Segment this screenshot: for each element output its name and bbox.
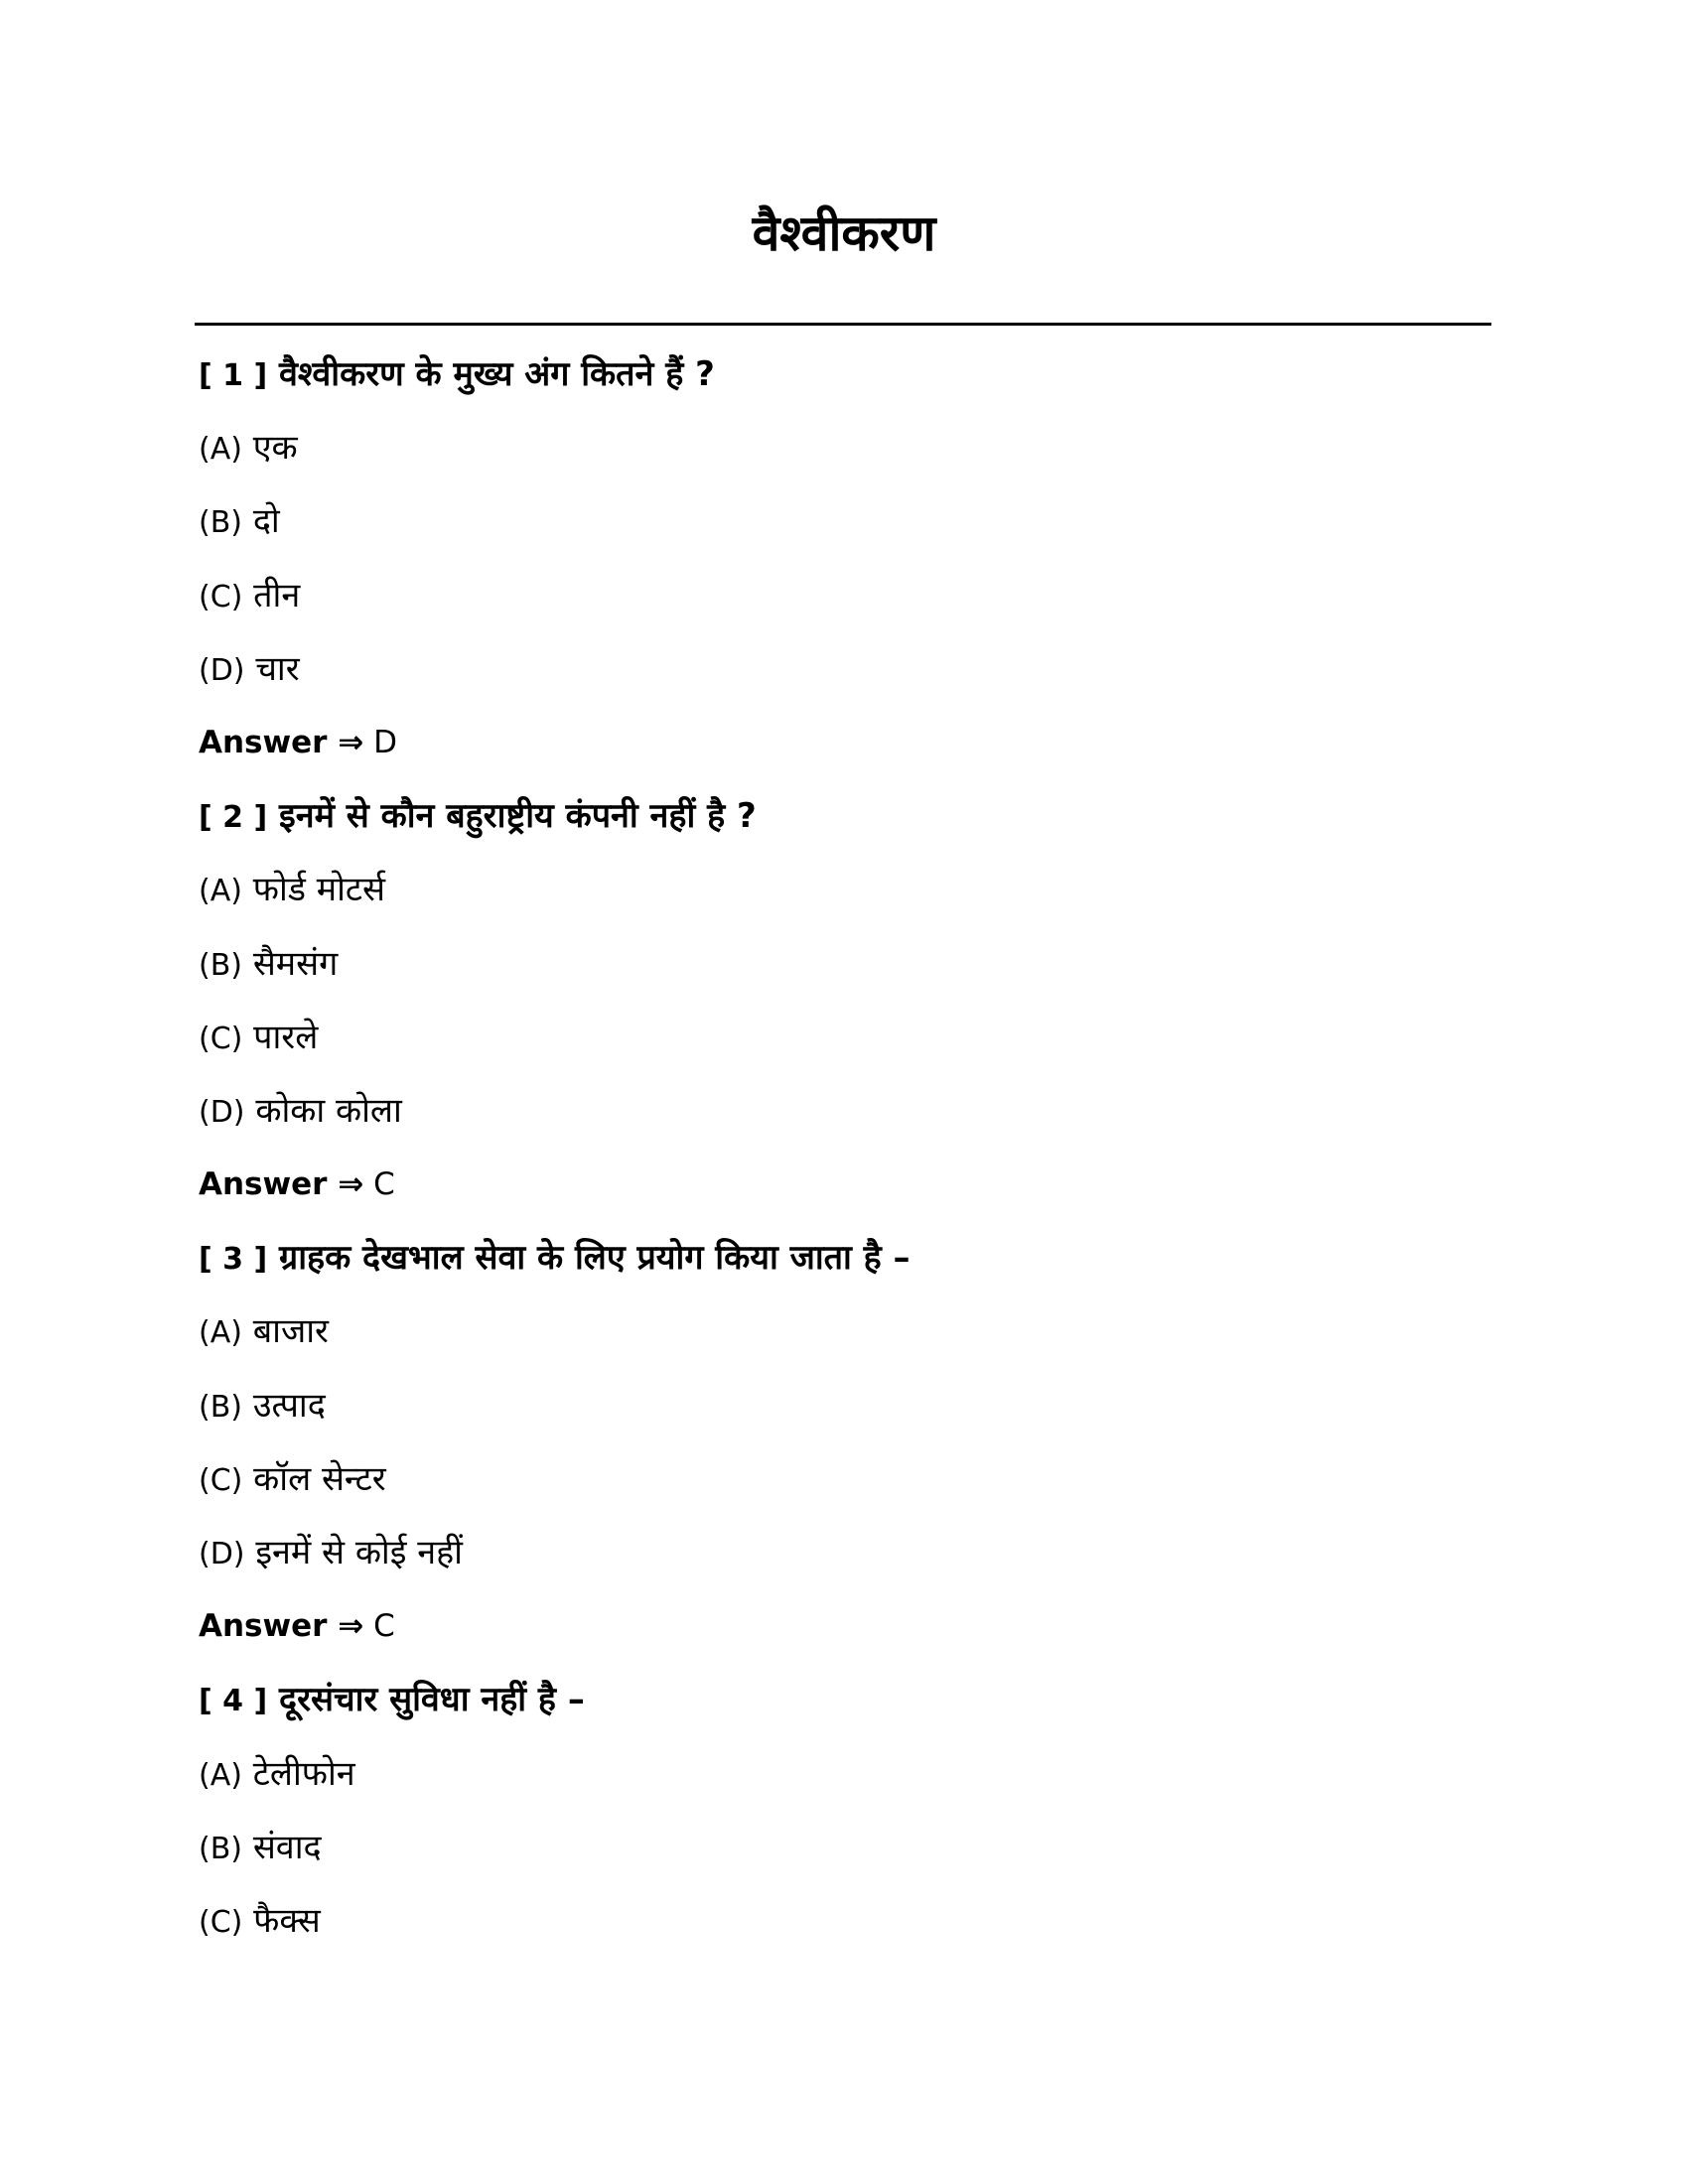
option-c: [199, 1884, 1489, 1958]
option-text: तीन: [253, 575, 301, 615]
option-text: फोर्ड मोटर्स: [252, 870, 386, 910]
option-a: [199, 853, 1489, 926]
question-text: इनमें से कौन बहुराष्ट्रीय कंपनी नहीं है ?: [279, 796, 757, 837]
option-label: (A): [199, 874, 242, 909]
title-divider: [195, 323, 1491, 326]
question-number: [ 1 ]: [199, 358, 268, 393]
option-text: संवाद: [252, 1827, 322, 1867]
option-label: (C): [199, 1904, 243, 1940]
answer-value: C: [373, 1166, 395, 1203]
option-d: [199, 1516, 1489, 1589]
option-label: (A): [199, 432, 242, 468]
option-label: (B): [199, 1389, 242, 1425]
option-b: [199, 1811, 1489, 1884]
option-text: एक: [252, 428, 298, 469]
answer-label: Answer ⇒: [199, 1608, 364, 1645]
question-heading: [199, 1663, 1489, 1736]
option-c: [199, 1001, 1489, 1074]
option-label: (D): [199, 1537, 245, 1571]
option-b: [199, 484, 1489, 558]
question-number: [ 2 ]: [199, 800, 268, 836]
option-label: (A): [199, 1757, 242, 1793]
question-text: वैश्वीकरण के मुख्य अंग कितने हैं ?: [279, 354, 715, 394]
answer-value: C: [373, 1608, 395, 1645]
option-text: कोका कोला: [255, 1090, 402, 1131]
option-a: [199, 411, 1489, 484]
answer-value: D: [373, 724, 397, 760]
option-text: इनमें से कोई नहीं: [255, 1533, 463, 1572]
option-text: फैक्स: [253, 1900, 321, 1941]
question-block-3: [199, 1221, 1489, 1663]
question-text: दूरसंचार सुविधा नहीं है –: [279, 1680, 585, 1720]
option-text: टेलीफोन: [252, 1753, 355, 1794]
answer-line: [199, 1148, 1489, 1221]
question-block-4: [199, 1663, 1489, 1958]
answer-line: [199, 706, 1489, 779]
option-label: (C): [199, 579, 243, 614]
question-block-2: [199, 779, 1489, 1221]
question-heading: [199, 1221, 1489, 1295]
option-a: [199, 1295, 1489, 1368]
option-c: [199, 1442, 1489, 1516]
question-block-1: [199, 338, 1489, 779]
option-label: (D): [199, 652, 245, 688]
question-heading: [199, 779, 1489, 853]
answer-line: [199, 1589, 1489, 1663]
option-text: सैमसंग: [252, 943, 339, 984]
option-a: [199, 1737, 1489, 1811]
option-label: (B): [199, 947, 242, 983]
option-text: चार: [255, 648, 300, 689]
option-label: (B): [199, 505, 242, 541]
option-b: [199, 1369, 1489, 1442]
question-heading: [199, 338, 1489, 411]
option-text: उत्पाद: [252, 1385, 326, 1426]
option-label: (D): [199, 1094, 245, 1130]
option-text: पारले: [253, 1017, 319, 1057]
option-b: [199, 927, 1489, 1001]
answer-label: Answer ⇒: [199, 1166, 364, 1203]
question-number: [ 4 ]: [199, 1684, 268, 1719]
question-text: ग्राहक देखभाल सेवा के लिए प्रयोग किया जाता है –: [279, 1238, 911, 1279]
answer-label: Answer ⇒: [199, 724, 364, 760]
page-title: वैश्वीकरण: [752, 205, 936, 262]
question-number: [ 3 ]: [199, 1242, 268, 1278]
question-list: [199, 338, 1489, 1958]
option-label: (B): [199, 1831, 242, 1866]
option-d: [199, 1074, 1489, 1148]
option-label: (C): [199, 1021, 243, 1056]
option-text: कॉल सेन्टर: [253, 1458, 386, 1499]
option-d: [199, 632, 1489, 706]
option-text: बाजार: [252, 1311, 329, 1352]
option-label: (C): [199, 1462, 243, 1498]
option-text: दो: [252, 501, 280, 542]
option-label: (A): [199, 1315, 242, 1351]
option-c: [199, 559, 1489, 632]
